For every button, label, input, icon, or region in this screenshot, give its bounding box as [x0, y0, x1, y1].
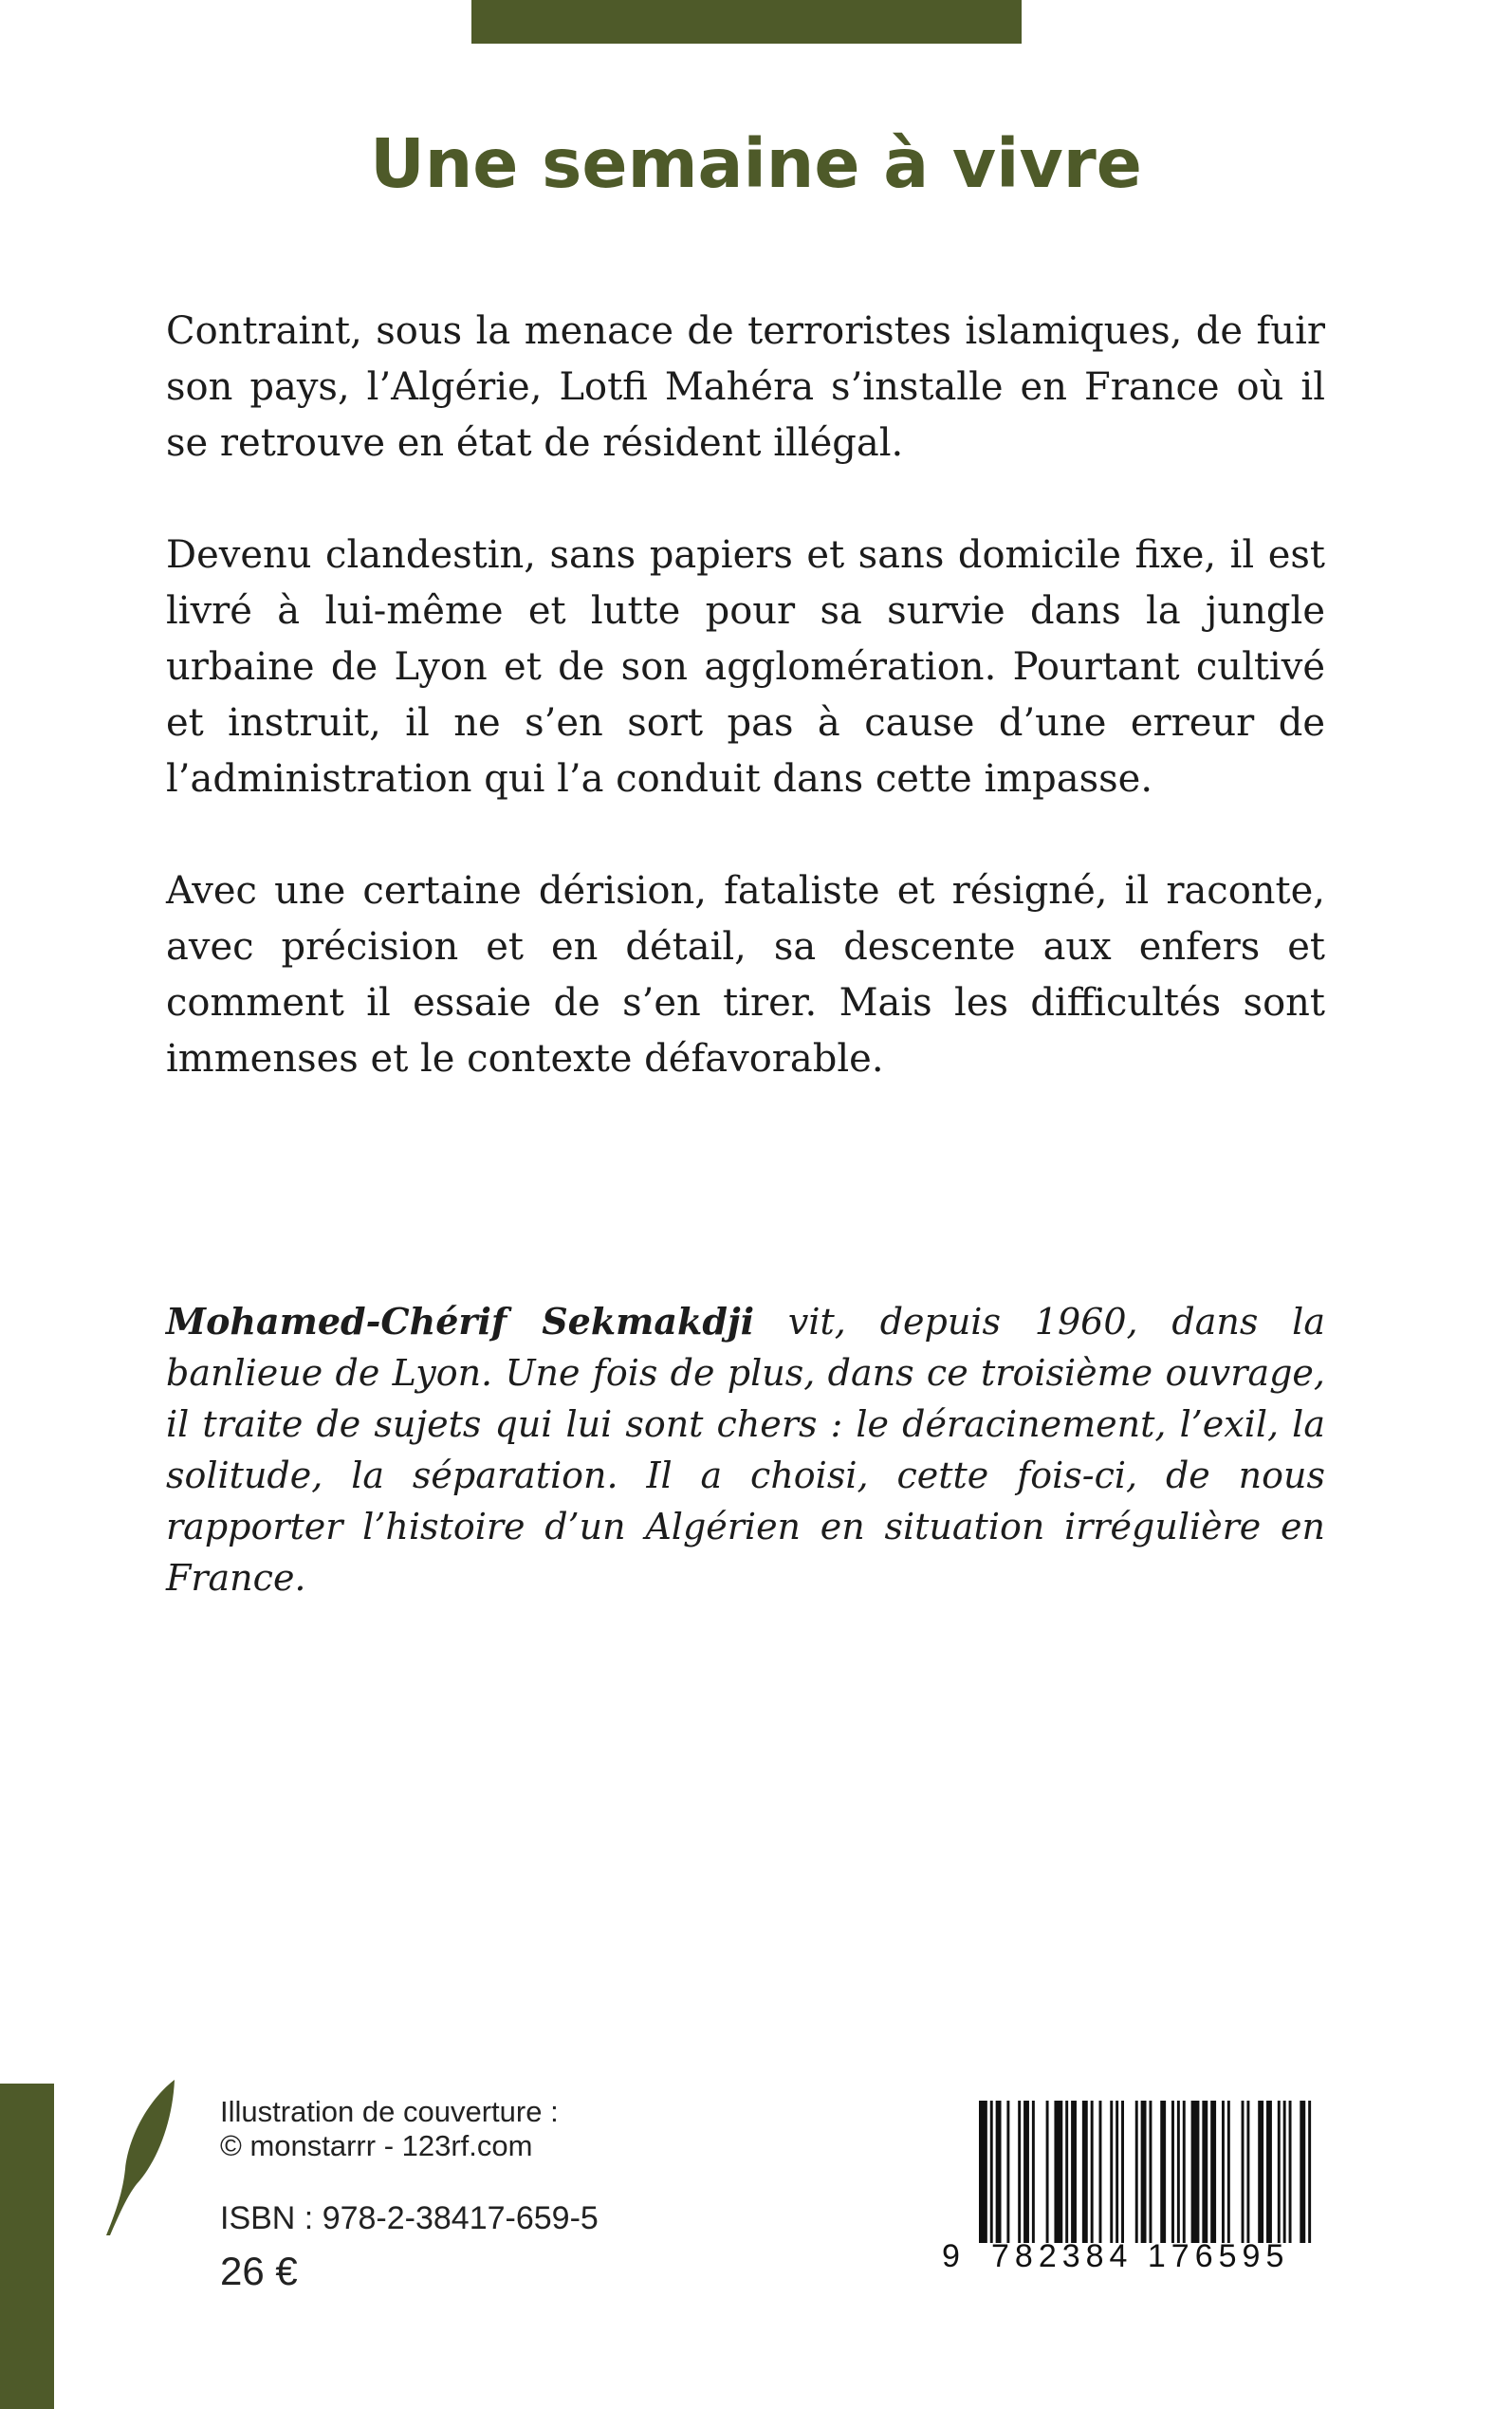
barcode-bar [1018, 2101, 1021, 2243]
blurb-paragraph: Devenu clandestin, sans papiers et sans domicile fixe, il est livré à lui-même et lutte pour sa survie dans la jungle urbaine de Lyon et de son agglomération. Pourtant cultivé et instruit, il ne s’en sort pas à cause d’une erreur de l’administration qui l’a conduit dans cette impasse. [166, 533, 1325, 801]
barcode-bar [1149, 2101, 1152, 2243]
barcode-bar [1046, 2101, 1049, 2243]
barcode-bar [1191, 2101, 1200, 2243]
barcode-bar [996, 2101, 1002, 2243]
credit-line: Illustration de couverture : [220, 2095, 559, 2128]
barcode-bars [979, 2101, 1317, 2243]
barcode-bar [1110, 2101, 1113, 2243]
author-bio [166, 1296, 1325, 1603]
barcode-first-digit: 9 [942, 2238, 960, 2274]
barcode-bar [1227, 2101, 1230, 2243]
barcode-bar [1171, 2101, 1174, 2243]
barcode-bar [1246, 2101, 1249, 2243]
barcode-bar [1283, 2101, 1286, 2243]
author-bio-text: vit, depuis 1960, dans la banlieue de Lyon. Une fois de plus, dans ce troisième ouvrage, il traite de sujets qui lui sont chers : le déracinement, l’exil, la solitude, la séparation. Il a choisi, cette fois-ci, de nous rapporter l’histoire d’un Algérien en situation irrégulière en France. [166, 1301, 1325, 1599]
blurb-paragraph: Contraint, sous la menace de terroristes islamiques, de fuir son pays, l’Algérie, Lotfi Mahéra s’installe en France où il se retrouve en état de résident illégal. [166, 309, 1325, 465]
barcode-bar [979, 2101, 987, 2243]
barcode-bar [1266, 2101, 1272, 2243]
back-cover-blurb [166, 304, 1325, 1143]
barcode-bar [1258, 2101, 1263, 2243]
barcode-bar [1177, 2101, 1180, 2243]
barcode-bar [1135, 2101, 1138, 2243]
barcode-bar [1202, 2101, 1208, 2243]
blurb-paragraph: Avec une certaine dérision, fataliste et résigné, il raconte, avec précision et en détail, sa descente aux enfers et comment il essaie de s’en tirer. Mais les difficultés sont immenses et le contexte défavorable. [166, 869, 1325, 1081]
isbn-text: ISBN : 978-2-38417-659-5 [220, 2200, 599, 2236]
barcode-bar [1032, 2101, 1035, 2243]
barcode-bar [1210, 2101, 1216, 2243]
barcode-bar [1091, 2101, 1094, 2243]
cover-illustration-credit [220, 2095, 559, 2163]
barcode-bar [1071, 2101, 1077, 2243]
barcode-number [934, 2239, 1333, 2273]
barcode-bar [1242, 2101, 1245, 2243]
barcode-bar [1222, 2101, 1225, 2243]
top-accent-bar [471, 0, 1022, 44]
barcode-bar [1054, 2101, 1062, 2243]
barcode-bar [1141, 2101, 1147, 2243]
barcode-bar [1065, 2101, 1068, 2243]
barcode-bar [1023, 2101, 1029, 2243]
isbn-barcode [934, 2101, 1333, 2274]
barcode-bar [1278, 2101, 1281, 2243]
barcode-bar [1289, 2101, 1292, 2243]
barcode-bar [990, 2101, 993, 2243]
side-accent-bar [0, 2084, 54, 2409]
author-name: Mohamed-Chérif Sekmakdji [166, 1300, 755, 1343]
quill-feather-icon [104, 2076, 180, 2237]
barcode-bar [1308, 2101, 1311, 2243]
price-text: 26 € [220, 2249, 298, 2293]
barcode-bar [1006, 2101, 1009, 2243]
barcode-bar [1099, 2101, 1102, 2243]
barcode-bar [1183, 2101, 1186, 2243]
barcode-bar [1121, 2101, 1124, 2243]
credit-line: © monstarrr - 123rf.com [220, 2129, 533, 2162]
barcode-bar [1082, 2101, 1088, 2243]
barcode-digits: 782384 176595 [991, 2238, 1290, 2274]
barcode-bar [1300, 2101, 1305, 2243]
barcode-bar [1116, 2101, 1118, 2243]
book-title: Une semaine à vivre [370, 124, 1142, 203]
barcode-bar [1160, 2101, 1166, 2243]
